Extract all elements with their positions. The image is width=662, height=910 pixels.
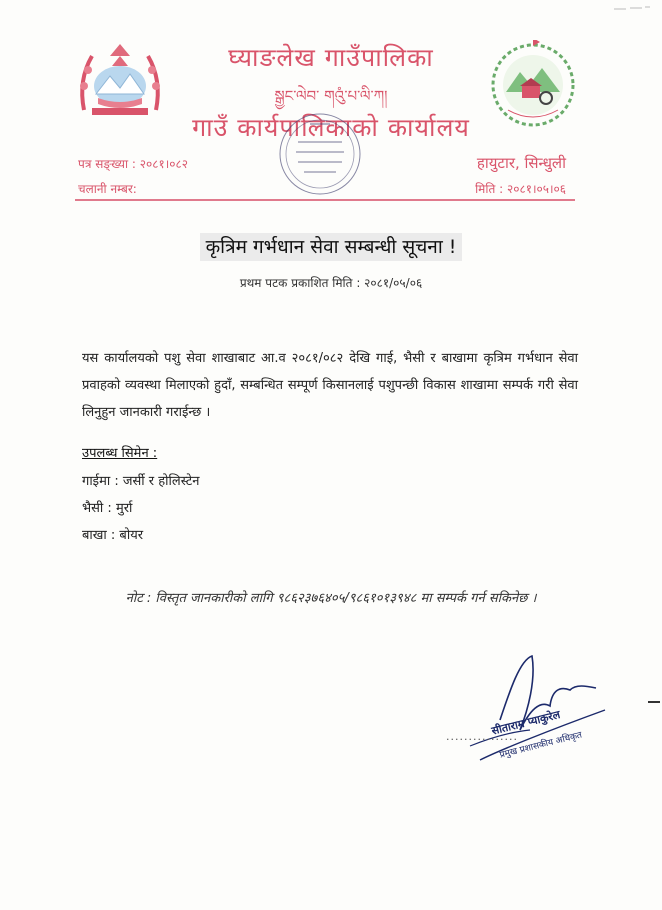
semen-item-buffalo: भैसी : मुर्रा [82,501,133,516]
margin-mark [648,701,660,703]
office-title: गाउँ कार्यपालिकाको कार्यालय [192,113,470,142]
semen-item-cow: गाईमा : जर्सी र होलिस्टेन [82,474,200,489]
signatory-role: प्रमुख प्रशासकीय अधिकृत [498,730,584,761]
contact-note: नोट : विस्तृत जानकारीको लागि ९८६२३७६४०५/९८६१०१३९४८ मा सम्पर्क गर्न सकिनेछ । [125,591,537,606]
office-location: हायुटार, सिन्धुली [476,154,566,172]
office-stamp-icon [270,108,370,200]
municipality-title-tibetan: སྒྱང་ལེབ་ གའུཾ་པ་ལི་ཀ། [274,87,388,105]
signatory-name: सीताराम प्याकुरेल [490,708,562,738]
municipality-title: घ्याङलेख गाउँपालिका [228,43,434,72]
semen-heading: उपलब्ध सिमेन : [82,446,158,461]
notice-heading [0,233,662,259]
published-date: प्रथम पटक प्रकाशित मिति : २०८१/०५/०६ [239,276,423,290]
notice-title: कृत्रिम गर्भधान सेवा सम्बन्धी सूचना ! [200,233,463,261]
letter-date: मिति : २०८१।०५।०६ [475,182,566,196]
reference-number: पत्र सङ्ख्या : २०८१।०८२ [78,157,188,171]
notice-body: यस कार्यालयको पशु सेवा शाखाबाट आ.व २०८१/०८२ देखि गाई, भैसी र बाखामा कृत्रिम गर्भधान सेवा प्रवाहको व्यवस्था मिलाएको हुदाँ, सम्बन्धित सम्पूर्ण किसानलाई पशुपन्छी विकास शाखामा सम्पर्क गरी सेवा लिनुहुन जानकारी गराईन्छ । [82,351,578,420]
signature-line: ................ [446,730,518,743]
semen-item-goat: बाखा : बोयर [82,528,144,543]
header-divider [75,199,575,201]
municipality-logo-icon [488,40,578,130]
scan-mark-icon [612,4,652,12]
dispatch-number: चलानी नम्बर: [78,182,137,196]
